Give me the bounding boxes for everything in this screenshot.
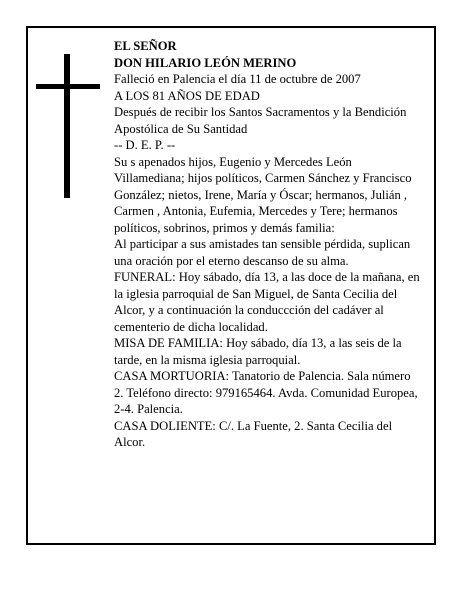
family-home-paragraph: CASA DOLIENTE: C/. La Fuente, 2. Santa Cecilia del Alcor. xyxy=(114,418,393,449)
deceased-name: DON HILARIO LEÓN MERINO xyxy=(114,55,297,70)
death-date-line: Falleció en Palencia el día 11 de octubre de 2007 xyxy=(114,72,361,86)
cross-horizontal-bar xyxy=(36,84,100,89)
family-paragraph: Su s apenados hijos, Eugenio y Mercedes León Villamediana; hijos políticos, Carmen Sánchez y Francisco González; nietos, Irene, María y Óscar; hermanos, Julián , Carmen , Antonia, Eufemia, Mercedes y Tere; hermanos políticos, sobrinos, primos y demás familia: xyxy=(114,154,412,235)
funeral-home-paragraph: CASA MORTUORIA: Tanatorio de Palencia. Sala número 2. Teléfono directo: 979165464. Avda. Comunidad Europea, 2-4. Palencia. xyxy=(114,369,418,416)
age-line: A LOS 81 AÑOS DE EDAD xyxy=(114,88,260,103)
title-line-1: EL SEÑOR xyxy=(114,39,177,53)
mass-paragraph: MISA DE FAMILIA: Hoy sábado, día 13, a las seis de la tarde, en la misma iglesia parroquial. xyxy=(114,336,402,367)
rip-line: -- D. E. P. -- xyxy=(114,138,176,152)
cross-vertical-bar xyxy=(64,54,70,198)
cross-icon xyxy=(36,54,100,198)
request-paragraph: Al participar a sus amistades tan sensible pérdida, suplican una oración por el eterno descanso de su alma. xyxy=(114,237,411,268)
sacraments-paragraph: Después de recibir los Santos Sacramentos y la Bendición Apostólica de Su Santidad xyxy=(114,105,407,136)
obituary-text xyxy=(114,38,420,451)
funeral-paragraph: FUNERAL: Hoy sábado, día 13, a las doce de la mañana, en la iglesia parroquial de San Miguel, de Santa Cecilia del Alcor, y a continuación la conduccción del cadáver al cementerio de dicha localidad. xyxy=(114,270,420,334)
